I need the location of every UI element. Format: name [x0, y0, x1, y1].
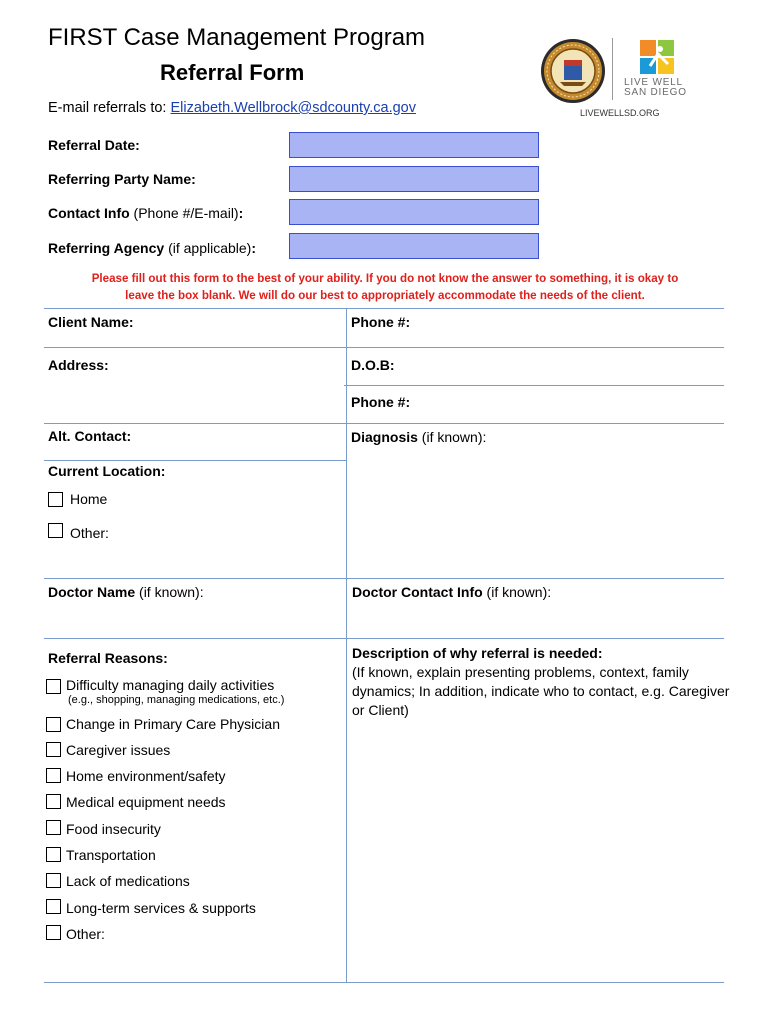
location-other-checkbox[interactable] [48, 523, 63, 538]
email-link[interactable]: Elizabeth.Wellbrock@sdcounty.ca.gov [170, 100, 416, 116]
reason-daily-activities-note: (e.g., shopping, managing medications, etc.) [68, 694, 285, 706]
grid-rule [44, 982, 724, 983]
referring-agency-field[interactable] [289, 233, 539, 259]
description-body: (If known, explain presenting problems, context, family dynamics; In addition, indicate who to contact, e.g. Caregiver or Client) [352, 664, 730, 718]
referring-party-field[interactable] [289, 166, 539, 192]
location-other-label: Other: [70, 525, 109, 541]
county-seal-icon [540, 38, 606, 104]
grid-rule [44, 638, 724, 639]
reason-caregiver-checkbox[interactable] [46, 742, 61, 757]
grid-rule [44, 578, 724, 579]
location-home-label: Home [70, 491, 108, 507]
current-location-label: Current Location: [48, 463, 166, 479]
grid-rule [44, 423, 724, 424]
referring-party-label: Referring Party Name: [48, 171, 196, 187]
address-label: Address: [48, 357, 109, 373]
contact-info-field[interactable] [289, 199, 539, 225]
reason-transportation-label: Transportation [66, 847, 156, 863]
notice-line2: leave the box blank. We will do our best to appropriately accommodate the needs of the client. [125, 289, 645, 302]
email-prefix: E-mail referrals to: [48, 100, 171, 116]
grid-divider [346, 308, 347, 983]
reason-long-term-services-checkbox[interactable] [46, 899, 61, 914]
grid-rule [44, 460, 346, 461]
client-name-label: Client Name: [48, 314, 134, 330]
reason-caregiver-label: Caregiver issues [66, 742, 171, 758]
phone-2-label: Phone #: [351, 394, 411, 410]
grid-rule [44, 308, 724, 309]
logo-divider [612, 38, 613, 100]
reason-other-label: Other: [66, 926, 105, 942]
contact-info-label: Contact Info (Phone #/E-mail): [48, 205, 244, 221]
reason-transportation-checkbox[interactable] [46, 847, 61, 862]
notice-line1: Please fill out this form to the best of your ability. If you do not know the answer to something, it is okay to [91, 272, 679, 285]
referral-date-label: Referral Date: [48, 137, 140, 153]
logo-url: LIVEWELLSD.ORG [580, 108, 660, 118]
live-well-logo-icon [640, 40, 676, 74]
reason-medical-equipment-checkbox[interactable] [46, 794, 61, 809]
doctor-contact-label: Doctor Contact Info (if known): [352, 584, 552, 600]
description-heading: Description of why referral is needed: [352, 645, 603, 661]
instructions-notice [30, 270, 740, 304]
logo-name-line1: LIVE WELL [624, 77, 683, 88]
grid-rule [344, 385, 724, 386]
form-subtitle: Referral Form [160, 60, 305, 85]
doctor-name-label: Doctor Name (if known): [48, 584, 204, 600]
reason-long-term-services-label: Long-term services & supports [66, 900, 256, 916]
reason-primary-care-label: Change in Primary Care Physician [66, 716, 280, 732]
phone-label: Phone #: [351, 314, 411, 330]
dob-label: D.O.B: [351, 357, 395, 373]
referral-description [352, 644, 732, 720]
reason-medical-equipment-label: Medical equipment needs [66, 794, 226, 810]
grid-rule [44, 347, 724, 348]
reason-home-safety-checkbox[interactable] [46, 768, 61, 783]
live-well-logo-text [624, 78, 687, 98]
reason-lack-medications-label: Lack of medications [66, 873, 190, 889]
alt-contact-label: Alt. Contact: [48, 428, 132, 444]
referral-date-field[interactable] [289, 132, 539, 158]
email-instruction [48, 100, 416, 116]
location-home-checkbox[interactable] [48, 492, 63, 507]
diagnosis-label: Diagnosis (if known): [351, 429, 487, 445]
referral-reasons-heading: Referral Reasons: [48, 650, 168, 666]
reason-food-insecurity-label: Food insecurity [66, 821, 161, 837]
reason-other-checkbox[interactable] [46, 925, 61, 940]
referring-agency-label: Referring Agency (if applicable): [48, 240, 257, 256]
form-title: FIRST Case Management Program [48, 24, 426, 51]
reason-daily-activities-checkbox[interactable] [46, 679, 61, 694]
reason-primary-care-checkbox[interactable] [46, 717, 61, 732]
reason-daily-activities-label: Difficulty managing daily activities [66, 677, 275, 693]
reason-lack-medications-checkbox[interactable] [46, 873, 61, 888]
logo-name-line2: SAN DIEGO [624, 87, 687, 98]
reason-home-safety-label: Home environment/safety [66, 768, 226, 784]
reason-food-insecurity-checkbox[interactable] [46, 820, 61, 835]
